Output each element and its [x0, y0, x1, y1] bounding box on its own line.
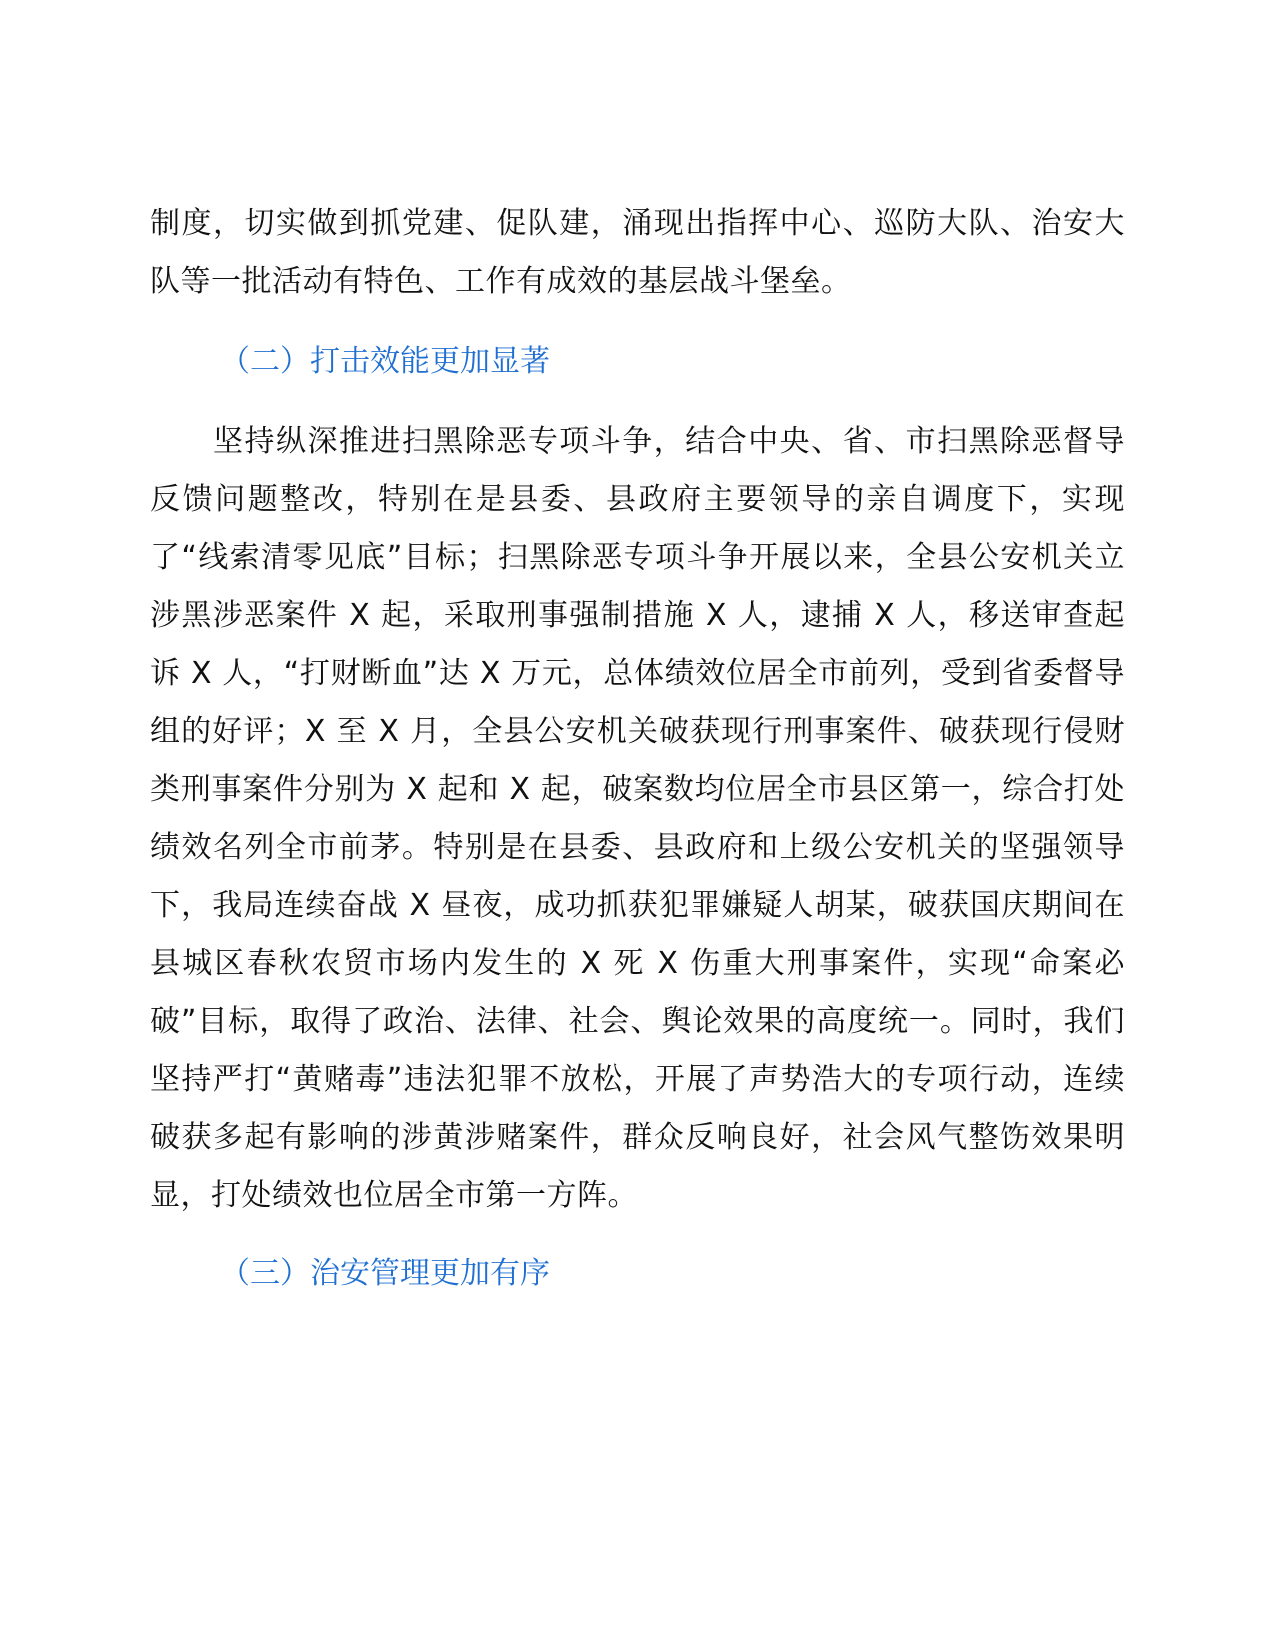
spacer — [150, 391, 1125, 413]
paragraph-strike-effectiveness: 坚持纵深推进扫黑除恶专项斗争，结合中央、省、市扫黑除恶督导反馈问题整改，特别在是县委、县政府主要领导的亲自调度下，实现了“线索清零见底”目标；扫黑除恶专项斗争开展以来，全县公安机关立涉黑涉恶案件 X 起，采取刑事强制措施 X 人，逮捕 X 人，移送审查起诉 X 人，“打财断血”达 X 万元，总体绩效位居全市前列，受到省委督导组的好评；X 至 X 月，全县公安机关破获现行刑事案件、破获现行侵财类刑事案件分别为 X 起和 X 起，破案数均位居全市县区第一，综合打处绩效名列全市前茅。特别是在县委、县政府和上级公安机关的坚强领导下，我局连续奋战 X 昼夜，成功抓获犯罪嫌疑人胡某，破获国庆期间在县城区春秋农贸市场内发生的 X 死 X 伤重大刑事案件，实现“命案必破”目标，取得了政治、法律、社会、舆论效果的高度统一。同时，我们坚持严打“黄赌毒”违法犯罪不放松，开展了声势浩大的专项行动，连续破获多起有影响的涉黄涉赌案件，群众反响良好，社会风气整饬效果明显，打处绩效也位居全市第一方阵。 — [150, 424, 1125, 1213]
spacer — [150, 311, 1125, 333]
section-heading-3: （三）治安管理更加有序 — [220, 1256, 550, 1291]
section-heading-2: （二）打击效能更加显著 — [220, 344, 550, 379]
paragraph-continuation: 制度，切实做到抓党建、促队建，涌现出指挥中心、巡防大队、治安大队等一批活动有特色、工作有成效的基层战斗堡垒。 — [150, 206, 1125, 299]
spacer — [150, 1225, 1125, 1245]
document-page — [150, 195, 1125, 1303]
